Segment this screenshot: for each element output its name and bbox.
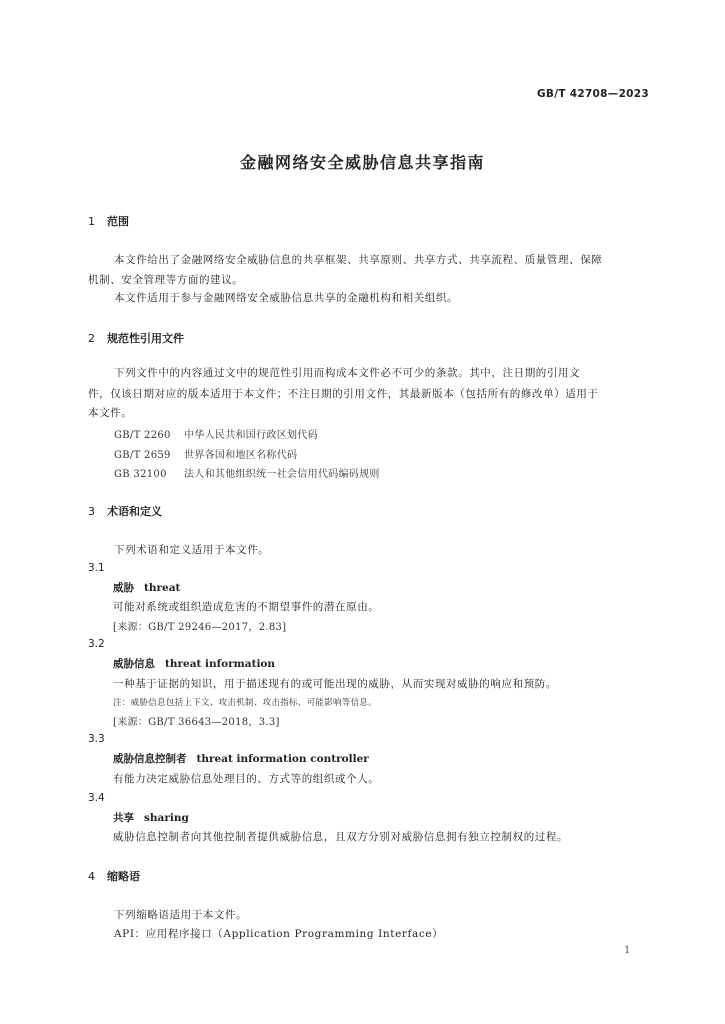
reference-title: 世界各国和地区名称代码: [184, 450, 298, 461]
clause-number: 3.2: [88, 638, 105, 650]
clause-number: 3.3: [88, 733, 105, 745]
section-number: 2: [88, 332, 95, 345]
section-2-heading: [88, 330, 184, 346]
term-en: threat: [144, 582, 181, 594]
paragraph: 本文件适用于参与金融网络安全威胁信息共享的金融机构和相关组织。: [114, 292, 459, 304]
normative-reference: [114, 465, 380, 480]
term-entry: [113, 580, 180, 595]
paragraph: 下列缩略语适用于本文件。: [114, 909, 248, 921]
term-definition: 可能对系统或组织造成危害的不期望事件的潜在原由。: [113, 601, 380, 613]
section-number: 4: [88, 870, 95, 883]
term-entry: [113, 751, 369, 766]
term-definition: 有能力决定威胁信息处理目的、方式等的组织或个人。: [113, 773, 380, 785]
document-title: 金融网络安全威胁信息共享指南: [239, 153, 485, 172]
normative-reference: [114, 446, 297, 461]
term-source: [来源：GB/T 29246—2017，2.83]: [113, 622, 287, 633]
section-4-heading: [88, 868, 140, 884]
term-zh: 威胁信息: [113, 658, 155, 670]
term-en: sharing: [144, 812, 189, 824]
section-title: 范围: [107, 215, 129, 228]
paragraph: 下列术语和定义适用于本文件。: [114, 544, 270, 556]
paragraph-line: 本文件。: [88, 407, 133, 419]
paragraph-line: 件，仅该日期对应的版本适用于本文件；不注日期的引用文件，其最新版本（包括所有的修改单）适用于: [88, 388, 599, 400]
section-title: 术语和定义: [107, 505, 162, 518]
term-note: 注：威胁信息包括上下文、攻击机制、攻击指标、可能影响等信息。: [113, 698, 378, 708]
paragraph-line: 下列文件中的内容通过文中的规范性引用而构成本文件必不可少的条款。其中，注日期的引用文: [114, 367, 581, 379]
page-number: 1: [624, 945, 631, 956]
section-1-heading: [88, 213, 129, 229]
section-number: 1: [88, 215, 95, 228]
term-en: threat information: [165, 658, 276, 670]
normative-reference: [114, 426, 318, 441]
term-en: threat information controller: [196, 753, 369, 765]
term-zh: 共享: [113, 812, 134, 824]
section-title: 规范性引用文件: [107, 332, 184, 345]
reference-title: 中华人民共和国行政区划代码: [184, 430, 318, 441]
term-zh: 威胁: [113, 582, 134, 594]
clause-number: 3.4: [88, 792, 105, 804]
abbreviation-entry: API：应用程序接口（Application Programming Interface）: [114, 928, 444, 940]
reference-code: GB 32100: [114, 469, 167, 480]
term-source: [来源：GB/T 36643—2018，3.3]: [113, 717, 280, 728]
section-3-heading: [88, 503, 162, 519]
term-entry: [113, 810, 189, 825]
term-definition: 一种基于证据的知识，用于描述现有的或可能出现的威胁，从而实现对威胁的响应和预防。: [113, 678, 557, 690]
reference-code: GB/T 2659: [114, 450, 171, 461]
term-entry: [113, 656, 275, 671]
clause-number: 3.1: [88, 562, 105, 574]
reference-code: GB/T 2260: [114, 430, 171, 441]
paragraph-line: 本文件给出了金融网络安全威胁信息的共享框架、共享原则、共享方式、共享流程、质量管理、保障: [114, 254, 603, 266]
section-number: 3: [88, 505, 95, 518]
reference-title: 法人和其他组织统一社会信用代码编码规则: [184, 469, 380, 480]
section-title: 缩略语: [107, 870, 140, 883]
standard-number: GB/T 42708—2023: [536, 88, 649, 100]
term-zh: 威胁信息控制者: [113, 753, 187, 765]
term-definition: 威胁信息控制者向其他控制者提供威胁信息，且双方分别对威胁信息拥有独立控制权的过程。: [113, 831, 569, 843]
paragraph-line: 机制、安全管理等方面的建议。: [88, 274, 244, 286]
